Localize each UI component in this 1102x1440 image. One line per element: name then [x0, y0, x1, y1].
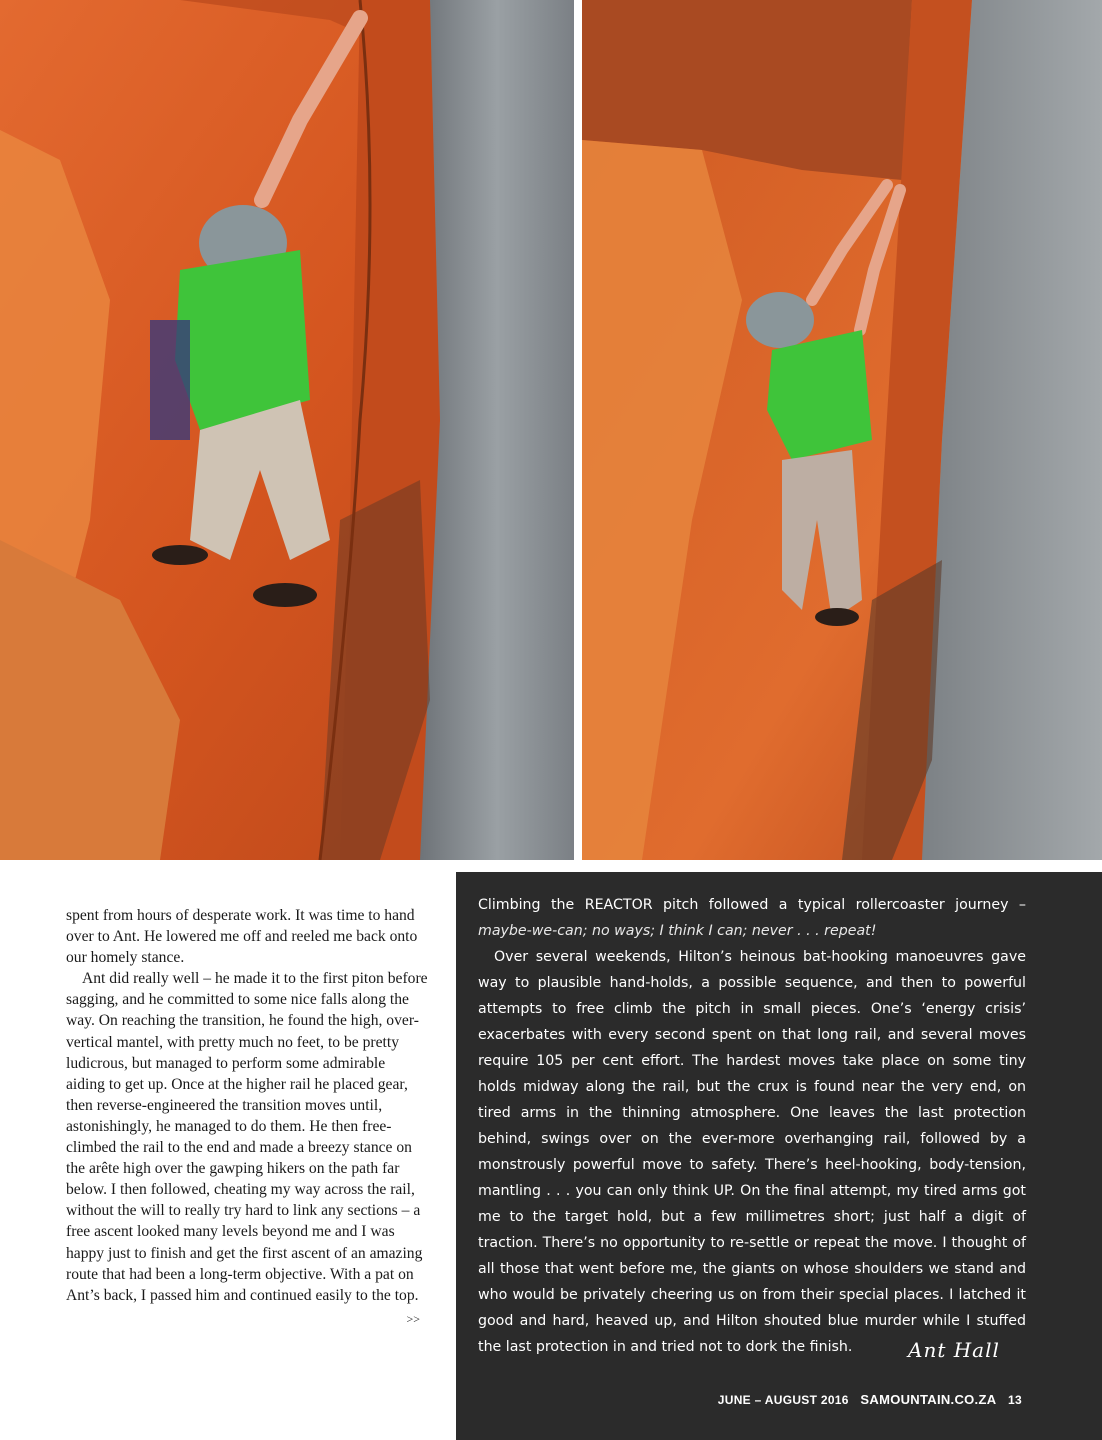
- climber-photo-right: [582, 0, 1102, 860]
- footer-site: SAMOUNTAIN.CO.ZA: [860, 1392, 997, 1407]
- page-number: 13: [1008, 1393, 1022, 1407]
- page-footer: [710, 1392, 1022, 1407]
- panel-intro-quote: maybe-we-can; no ways; I think I can; never . . . repeat!: [478, 923, 877, 939]
- footer-date: JUNE – AUGUST 2016: [717, 1393, 849, 1407]
- panel-intro-text: Climbing the REACTOR pitch followed a typical rollercoaster journey –: [478, 897, 1026, 913]
- continue-marker: >>: [406, 1311, 420, 1326]
- left-paragraph-1: spent from hours of desperate work. It was time to hand over to Ant. He lowered me off and reeled me back onto our homely stance.: [66, 907, 418, 967]
- panel-intro: [478, 892, 1026, 944]
- sidebar-panel-text: [478, 892, 1026, 1360]
- left-paragraph-2-text: Ant did really well – he made it to the first piton before sagging, and he committed to some nice falls along the way. On reaching the transition, he found the high, over-vertical mantel, with pretty much no feet, to be pretty ludicrous, but managed to perform some admirable aiding to get up. Once at the higher rail he placed gear, then reverse-engineered the transition moves until, astonishingly, he managed to do them. He then free-climbed the rail to the end and made a breezy stance on the arête high over the gawping hikers on the path far below. I then followed, cheating my way across the rail, without the will to really try hard to link any sections – a free ascent looked many levels beyond me and I was happy just to finish and get the first ascent of an amazing route that had been a long-term objective. With a pat on Ant’s back, I passed him and continued easily to the top.: [66, 970, 428, 1304]
- climber-photo-left-image: [0, 0, 574, 860]
- left-text-column: [66, 905, 428, 1330]
- climber-photo-right-image: [582, 0, 1102, 860]
- climber-photo-left: [0, 0, 574, 860]
- author-signature: Ant Hall: [908, 1338, 1000, 1362]
- panel-body: Over several weekends, Hilton’s heinous bat-hooking manoeuvres gave way to plausible hand-holds, a possible sequence, and then to powerful attempts to free climb the pitch in small pieces. One’s ‘energy crisis’ exacerbates with every second spent on that long rail, and several moves require 105 per cent effort. The hardest moves take place on some tiny holds midway along the rail, but the crux is found near the very end, on tired arms in the thinning atmosphere. One leaves the last protection behind, swings over on the ever-more overhanging rail, followed by a monstrously powerful move to safety. There’s heel-hooking, body-tension, mantling . . . you can only think UP. On the final attempt, my tired arms got me to the target hold, but a few millimetres short; just half a digit of traction. There’s no opportunity to re-settle or repeat the move. I thought of all those that went before me, the giants on whose shoulders we stand and who would be privately cheering us on from their special places. I latched it good and hard, heaved up, and Hilton shouted blue murder while I stuffed the last protection in and tried not to dork the finish.: [478, 949, 1026, 1355]
- left-paragraph-2: [66, 968, 428, 1326]
